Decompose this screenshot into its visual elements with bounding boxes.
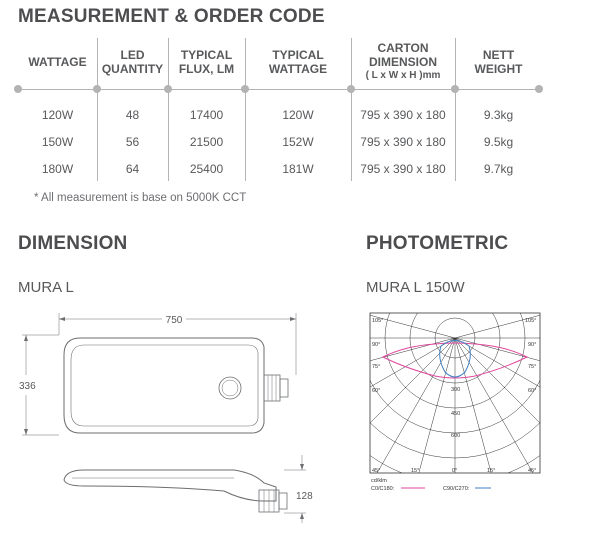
- header-text: NETT: [482, 48, 515, 62]
- arrowhead: [290, 317, 296, 321]
- table-cell: 180W: [41, 162, 74, 176]
- table-cell: 25400: [189, 162, 224, 176]
- table-cell: 56: [125, 135, 140, 149]
- angle-label: 75°: [372, 364, 381, 370]
- header-text: QUANTITY: [101, 62, 164, 76]
- table-cell: 120W: [282, 108, 314, 122]
- angle-label: 45°: [528, 468, 537, 474]
- header-text: FLUX, LM: [178, 62, 235, 76]
- section-title-photometric: PHOTOMETRIC: [366, 233, 509, 254]
- header-wattage: [18, 39, 97, 85]
- table-cell: 48: [125, 108, 140, 122]
- dimension-drawing: [14, 305, 324, 525]
- table-cell: 795 x 390 x 180: [360, 162, 446, 176]
- column-dot: [241, 85, 249, 93]
- header-text: TYPICAL: [180, 48, 233, 62]
- table-cell: 9.5kg: [483, 135, 514, 149]
- angle-label: 45°: [372, 468, 381, 474]
- unit-label: cd/klm: [371, 478, 387, 484]
- sensor-socket-inner: [222, 380, 238, 396]
- header-typical-flux: [168, 39, 245, 85]
- angle-label: 105°: [372, 318, 384, 324]
- radial-label: 450: [451, 411, 461, 417]
- angle-label: 15°: [411, 468, 420, 474]
- column-dot: [451, 85, 459, 93]
- angle-label: 60°: [372, 388, 381, 394]
- table-cell: 120W: [41, 108, 74, 122]
- legend-c90-label: C90/C270:: [443, 486, 470, 492]
- footnote: * All measurement is base on 5000K CCT: [34, 192, 247, 204]
- fixture-side-view: [64, 470, 276, 501]
- header-text: LED: [120, 48, 145, 62]
- spec-table: [18, 33, 542, 188]
- angle-label: 15°: [487, 468, 496, 474]
- header-text: ( L x W x H )mm: [365, 70, 441, 81]
- fixture-top-view: [64, 338, 264, 433]
- angle-label: 105°: [525, 318, 537, 324]
- page-title: MEASUREMENT & ORDER CODE: [18, 6, 325, 27]
- legend-c0-label: C0/C180:: [371, 486, 395, 492]
- sensor-socket: [219, 377, 241, 399]
- header-text: WEIGHT: [474, 62, 523, 76]
- header-nett-weight: [455, 39, 542, 85]
- header-text: WATTAGE: [268, 62, 328, 76]
- header-text: DIMENSION: [368, 55, 437, 69]
- column-dot: [93, 85, 101, 93]
- table-cell: 150W: [41, 135, 74, 149]
- width-label: 336: [19, 381, 36, 392]
- polar-spoke: [455, 338, 545, 479]
- header-carton-dimension: [351, 39, 455, 85]
- table-cell: 64: [125, 162, 140, 176]
- radial-label: 300: [451, 387, 461, 393]
- arrowhead: [59, 317, 65, 321]
- table-cell: 9.3kg: [483, 108, 514, 122]
- table-divider-dot: [14, 85, 22, 93]
- header-text: TYPICAL: [272, 48, 324, 62]
- arrowhead: [24, 429, 28, 435]
- header-led-quantity: [97, 39, 168, 85]
- table-cell: 152W: [282, 135, 314, 149]
- model-name-dimension: MURA L: [18, 279, 74, 296]
- length-label: 750: [165, 315, 183, 326]
- header-text: CARTON: [377, 41, 429, 55]
- angle-label: 75°: [528, 364, 537, 370]
- angle-label: 60°: [528, 388, 537, 394]
- arrowhead: [300, 513, 304, 519]
- mount-clamp: [280, 379, 288, 397]
- polar-diagram: [365, 310, 545, 500]
- header-text: WATTAGE: [28, 55, 87, 69]
- table-cell: 17400: [189, 108, 224, 122]
- arrowhead: [24, 335, 28, 341]
- side-mount-clamp: [279, 493, 287, 509]
- table-cell: 21500: [189, 135, 224, 149]
- table-cell: 181W: [282, 162, 314, 176]
- polar-spoke: [455, 338, 507, 500]
- arrowhead: [300, 464, 304, 470]
- table-cell: 9.7kg: [483, 162, 514, 176]
- column-dot: [347, 85, 355, 93]
- height-label: 128: [296, 491, 313, 502]
- polar-spoke: [455, 338, 545, 500]
- table-cell: 795 x 390 x 180: [360, 135, 446, 149]
- table-cell: 795 x 390 x 180: [360, 108, 446, 122]
- radial-label: 600: [451, 433, 461, 439]
- fixture-inner-outline: [71, 345, 258, 426]
- angle-label: 0°: [452, 468, 458, 474]
- model-name-photometric: MURA L 150W: [366, 279, 465, 296]
- angle-label: 90°: [372, 342, 381, 348]
- section-title-dimension: DIMENSION: [18, 233, 128, 254]
- header-typical-wattage: [245, 39, 351, 85]
- table-divider-dot: [535, 85, 543, 93]
- angle-label: 90°: [528, 342, 537, 348]
- column-dot: [164, 85, 172, 93]
